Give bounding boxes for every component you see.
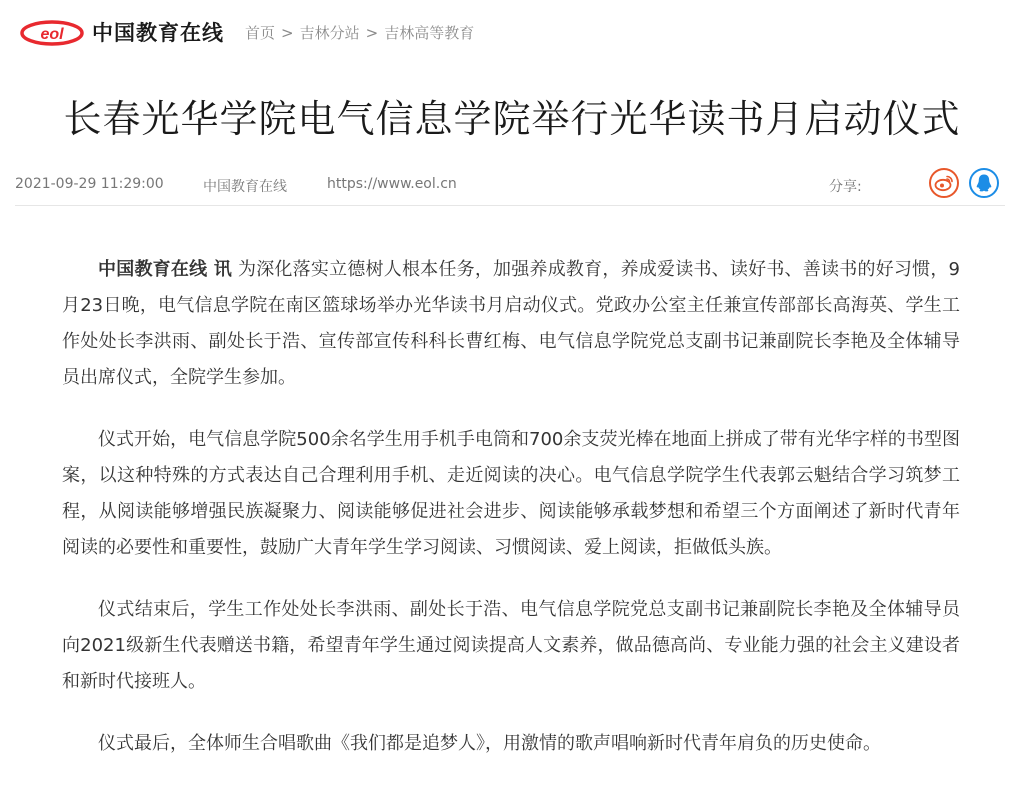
share-weibo-button[interactable] [929, 168, 959, 198]
site-logo[interactable] [20, 16, 224, 48]
breadcrumb-home[interactable]: 首页 [245, 24, 276, 42]
eol-logo-icon [20, 17, 84, 47]
paragraph-1 [62, 252, 960, 396]
paragraph-3: 仪式结束后，学生工作处处长李洪雨、副处长于浩、电气信息学院党总支副书记兼副院长李艳及全体辅导员向2021级新生代表赠送书籍，希望青年学生通过阅读提高人文素养，做品德高尚、专业能力强的社会主义建设者和新时代接班人。 [62, 599, 960, 692]
lead-source: 中国教育在线 讯 [98, 259, 233, 280]
article-source: 中国教育在线 [203, 179, 287, 195]
paragraph-2: 仪式开始，电气信息学院500余名学生用手机手电筒和700余支荧光棒在地面上拼成了带有光华字样的书型图案，以这种特殊的方式表达自己合理利用手机、走近阅读的决心。电气信息学院学生代表郭云魁结合学习筑梦工程，从阅读能够增强民族凝聚力、阅读能够促进社会进步、阅读能够承载梦想和希望三个方面阐述了新时代青年阅读的必要性和重要性，鼓励广大青年学生学习阅读、习惯阅读、爱上阅读，拒做低头族。 [62, 429, 960, 558]
logo-mark-text: eol [40, 26, 64, 43]
breadcrumb-separator: > [365, 23, 379, 42]
article-meta [15, 168, 1005, 206]
share-qq-button[interactable] [969, 168, 999, 198]
breadcrumb-separator: > [281, 23, 294, 42]
breadcrumb-jilin-higher-education[interactable]: 吉林高等教育 [384, 24, 475, 42]
breadcrumb [245, 22, 474, 43]
share-label: 分享: [829, 179, 862, 195]
breadcrumb-jilin-station[interactable]: 吉林分站 [299, 24, 360, 42]
site-name: 中国教育在线 [92, 21, 224, 45]
weibo-icon [934, 174, 954, 192]
qq-icon [975, 173, 993, 193]
source-url[interactable]: https://www.eol.cn [327, 176, 457, 192]
article-body [62, 252, 960, 788]
paragraph-1-text: 为深化落实立德树人根本任务，加强养成教育，养成爱读书、读好书、善读书的好习惯，9月23日晚，电气信息学院在南区篮球场举办光华读书月启动仪式。党政办公室主任兼宣传部部长高海英、学生工作处处长李洪雨、副处长于浩、宣传部宣传科科长曹红梅、电气信息学院党总支副书记兼副院长李艳及全体辅导员出席仪式，全院学生参加。 [62, 259, 960, 388]
article-title: 长春光华学院电气信息学院举行光华读书月启动仪式 [63, 97, 961, 141]
top-bar [0, 0, 1024, 66]
publish-date: 2021-09-29 11:29:00 [15, 176, 164, 192]
paragraph-4: 仪式最后，全体师生合唱歌曲《我们都是追梦人》，用激情的歌声唱响新时代青年肩负的历史使命。 [98, 733, 881, 754]
